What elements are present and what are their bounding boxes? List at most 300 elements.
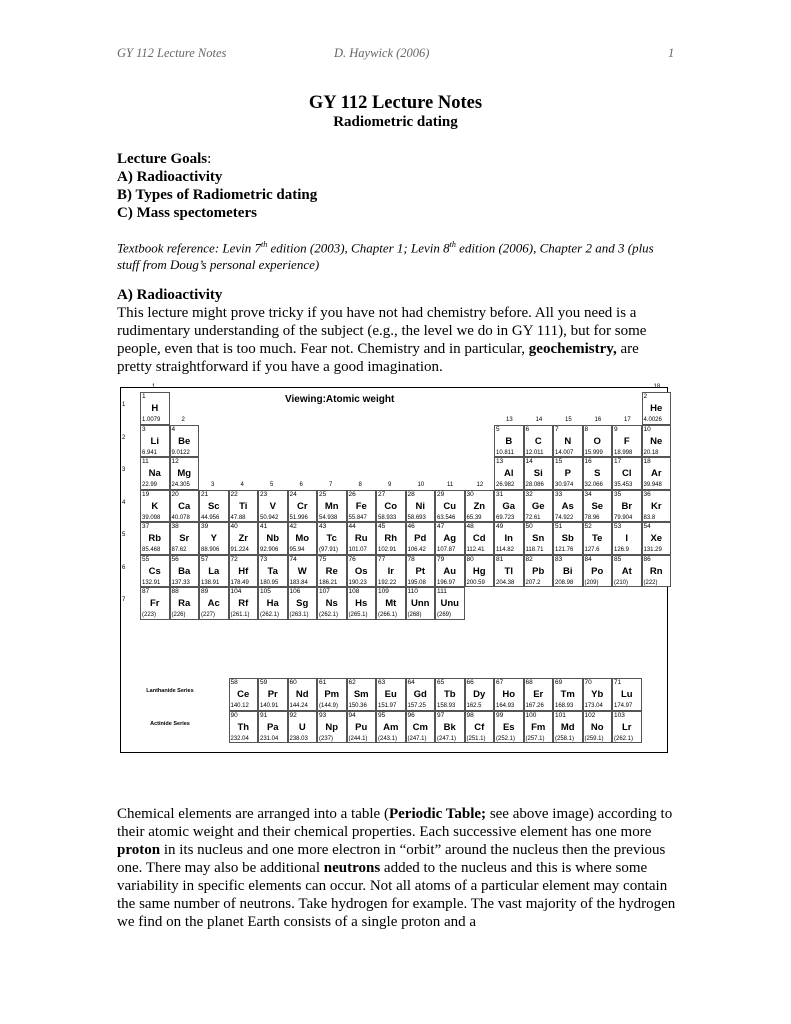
element-cell-p bbox=[553, 457, 583, 490]
atomic-weight: (209) bbox=[584, 579, 599, 586]
element-symbol: B bbox=[505, 435, 513, 447]
atomic-weight: 10.811 bbox=[496, 449, 514, 456]
group-label: 6 bbox=[299, 481, 303, 488]
page-subtitle: Radiometric dating bbox=[333, 114, 458, 130]
atomic-number: 67 bbox=[496, 679, 504, 686]
element-symbol: Es bbox=[502, 721, 515, 733]
atomic-weight: 204.38 bbox=[496, 579, 515, 586]
atomic-number: 92 bbox=[289, 711, 297, 719]
element-cell-ra bbox=[170, 587, 200, 620]
element-symbol: Ra bbox=[178, 598, 191, 609]
atomic-number: 98 bbox=[466, 711, 474, 719]
element-symbol: Kr bbox=[650, 500, 662, 512]
atomic-number: 3 bbox=[142, 425, 146, 433]
element-symbol: Sc bbox=[207, 500, 220, 512]
intro-paragraph: This lecture might prove tricky if you have not had chemistry before. All you need is a rudimentary understanding of the subject (e.g., the level we do in GY 111), but for some people, even that is too much. Fear not. Chemistry and in particular, geochemistry, are pretty straightforward if you have a good imagination. bbox=[117, 305, 647, 375]
periodic-table-figure bbox=[120, 380, 670, 755]
atomic-number: 100 bbox=[525, 711, 537, 719]
element-cell-te bbox=[583, 522, 613, 555]
atomic-number: 93 bbox=[319, 711, 327, 719]
atomic-number: 63 bbox=[378, 679, 386, 686]
lanthanide-series-label: Lanthanide Series bbox=[146, 688, 194, 694]
element-symbol: Rb bbox=[148, 533, 162, 544]
element-cell-au bbox=[435, 555, 465, 588]
atomic-number: 94 bbox=[348, 711, 356, 719]
period-label: 6 bbox=[122, 564, 126, 571]
period-label: 1 bbox=[122, 402, 126, 408]
element-cell-hs bbox=[347, 587, 377, 620]
atomic-number: 91 bbox=[260, 711, 268, 719]
element-cell-co bbox=[376, 490, 406, 523]
atomic-weight: 151.97 bbox=[378, 703, 397, 709]
atomic-number: 14 bbox=[525, 458, 533, 465]
atomic-weight: 118.71 bbox=[525, 547, 544, 553]
element-symbol: Be bbox=[178, 435, 191, 447]
group-label: 18 bbox=[653, 384, 661, 390]
group-label: 11 bbox=[447, 481, 454, 488]
element-cell-np bbox=[317, 711, 347, 744]
element-cell-ba bbox=[170, 555, 200, 588]
element-symbol: Am bbox=[383, 721, 399, 733]
atomic-number: 34 bbox=[584, 490, 592, 498]
element-cell-rb bbox=[140, 522, 170, 555]
atomic-number: 60 bbox=[289, 679, 297, 686]
atomic-weight: 26.982 bbox=[496, 482, 515, 488]
atomic-number: 19 bbox=[142, 490, 150, 498]
element-symbol: Pm bbox=[324, 689, 340, 700]
atomic-number: 107 bbox=[319, 588, 330, 595]
element-cell-zn bbox=[465, 490, 495, 523]
atomic-weight: 232.04 bbox=[230, 735, 249, 742]
atomic-weight: 140.12 bbox=[230, 703, 249, 709]
element-symbol: Mg bbox=[177, 468, 192, 479]
element-symbol: Ba bbox=[178, 565, 191, 577]
atomic-number: 1 bbox=[142, 393, 146, 400]
element-cell-re bbox=[317, 555, 347, 588]
goal-item: B) Types of Radiometric dating bbox=[117, 187, 318, 203]
element-cell-la bbox=[199, 555, 229, 588]
element-symbol: S bbox=[594, 468, 601, 479]
element-symbol: Y bbox=[210, 533, 217, 544]
atomic-weight: (247.1) bbox=[437, 735, 457, 742]
atomic-number: 59 bbox=[260, 679, 268, 686]
element-symbol: Xe bbox=[650, 533, 663, 544]
atomic-number: 31 bbox=[496, 490, 504, 498]
element-symbol: F bbox=[623, 435, 630, 447]
atomic-number: 13 bbox=[496, 458, 504, 465]
element-cell-ga bbox=[494, 490, 524, 523]
element-symbol: Cm bbox=[412, 721, 428, 733]
element-symbol: I bbox=[625, 533, 629, 544]
atomic-number: 66 bbox=[466, 679, 474, 686]
element-cell-k bbox=[140, 490, 170, 523]
atomic-weight: 207.2 bbox=[525, 579, 541, 586]
element-symbol: Si bbox=[533, 468, 543, 479]
element-cell-fe bbox=[347, 490, 377, 523]
element-cell-na bbox=[140, 457, 170, 490]
element-symbol: Cr bbox=[296, 500, 308, 512]
element-cell-tc bbox=[317, 522, 347, 555]
element-symbol: Zn bbox=[473, 500, 486, 512]
element-cell-ne bbox=[642, 425, 672, 458]
element-symbol: Mt bbox=[385, 598, 397, 609]
element-symbol: He bbox=[650, 403, 663, 414]
atomic-weight: 12.011 bbox=[525, 449, 544, 456]
element-symbol: Nb bbox=[266, 533, 280, 544]
atomic-number: 32 bbox=[525, 490, 533, 498]
element-cell-unu bbox=[435, 587, 465, 620]
element-cell-rf bbox=[229, 587, 259, 620]
element-symbol: Zr bbox=[238, 533, 248, 544]
element-symbol: Tl bbox=[504, 565, 513, 577]
goal-item: C) Mass spectometers bbox=[117, 205, 257, 221]
atomic-weight: 9.0122 bbox=[171, 449, 190, 456]
period-label: 3 bbox=[122, 467, 126, 473]
element-cell-tm bbox=[553, 678, 583, 711]
atomic-weight: 65.39 bbox=[466, 514, 482, 521]
atomic-number: 76 bbox=[348, 555, 356, 563]
element-cell-ti bbox=[229, 490, 259, 523]
element-cell-eu bbox=[376, 678, 406, 711]
group-label: 1 bbox=[152, 384, 156, 390]
atomic-number: 23 bbox=[260, 490, 268, 498]
element-cell-bk bbox=[435, 711, 465, 744]
atomic-number: 40 bbox=[230, 523, 238, 530]
atomic-weight: 162.5 bbox=[466, 703, 482, 709]
element-cell-ni bbox=[406, 490, 436, 523]
element-cell-tl bbox=[494, 555, 524, 588]
atomic-number: 69 bbox=[555, 679, 563, 686]
element-symbol: Se bbox=[591, 500, 604, 512]
atomic-number: 26 bbox=[348, 490, 356, 498]
element-symbol: Na bbox=[148, 468, 161, 479]
element-cell-unn bbox=[406, 587, 436, 620]
atomic-number: 80 bbox=[466, 555, 474, 563]
element-symbol: Mn bbox=[324, 500, 339, 512]
atomic-weight: 35.453 bbox=[614, 482, 633, 488]
element-symbol: Mo bbox=[295, 533, 310, 544]
period-label: 5 bbox=[122, 532, 126, 538]
element-cell-ge bbox=[524, 490, 554, 523]
atomic-number: 36 bbox=[643, 490, 651, 498]
atomic-number: 54 bbox=[643, 523, 651, 530]
atomic-weight: 39.948 bbox=[643, 482, 662, 488]
atomic-number: 77 bbox=[378, 555, 386, 563]
atomic-number: 4 bbox=[171, 425, 176, 433]
lecture-goals bbox=[117, 150, 317, 222]
atomic-weight: 78.96 bbox=[584, 514, 600, 521]
element-cell-fr bbox=[140, 587, 170, 620]
element-symbol: Ho bbox=[502, 689, 516, 700]
group-label: 2 bbox=[181, 416, 185, 423]
atomic-number: 82 bbox=[525, 555, 533, 563]
element-symbol: Sm bbox=[353, 689, 369, 700]
element-cell-sg bbox=[288, 587, 318, 620]
atomic-weight: 40.078 bbox=[171, 514, 190, 521]
atomic-number: 61 bbox=[319, 679, 327, 686]
element-symbol: As bbox=[561, 500, 574, 512]
element-cell-mn bbox=[317, 490, 347, 523]
atomic-number: 17 bbox=[614, 458, 622, 465]
element-symbol: Ar bbox=[650, 468, 662, 479]
element-symbol: Fe bbox=[355, 500, 367, 512]
atomic-number: 8 bbox=[584, 425, 589, 433]
element-symbol: Al bbox=[504, 468, 514, 479]
element-cell-os bbox=[347, 555, 377, 588]
element-cell-v bbox=[258, 490, 288, 523]
atomic-number: 22 bbox=[230, 490, 238, 498]
element-cell-sn bbox=[524, 522, 554, 555]
element-symbol: Tb bbox=[443, 689, 456, 700]
atomic-weight: 47.88 bbox=[230, 514, 246, 521]
element-symbol: Hg bbox=[472, 565, 486, 577]
element-cell-ha bbox=[258, 587, 288, 620]
element-cell-lu bbox=[612, 678, 642, 711]
element-symbol: Hf bbox=[238, 565, 249, 577]
atomic-number: 42 bbox=[289, 523, 297, 530]
atomic-weight: 126.9 bbox=[614, 547, 630, 553]
atomic-number: 37 bbox=[142, 523, 150, 530]
element-symbol: At bbox=[621, 565, 632, 577]
element-symbol: Ca bbox=[178, 500, 191, 512]
atomic-weight: 22.99 bbox=[142, 482, 158, 488]
element-symbol: K bbox=[151, 500, 159, 512]
atomic-number: 2 bbox=[643, 393, 648, 400]
atomic-weight: 180.95 bbox=[260, 579, 279, 586]
element-cell-o bbox=[583, 425, 613, 458]
atomic-number: 101 bbox=[555, 711, 566, 719]
atomic-number: 103 bbox=[614, 711, 625, 719]
atomic-number: 111 bbox=[437, 588, 447, 595]
atomic-weight: 173.04 bbox=[584, 703, 603, 709]
atomic-number: 68 bbox=[525, 679, 533, 686]
atomic-weight: 24.305 bbox=[171, 482, 190, 488]
period-label: 7 bbox=[122, 597, 126, 603]
atomic-weight: 144.24 bbox=[289, 703, 308, 709]
atomic-weight: 15.999 bbox=[584, 449, 603, 456]
atomic-number: 39 bbox=[201, 523, 209, 530]
atomic-number: 70 bbox=[584, 679, 592, 686]
element-symbol: Md bbox=[560, 721, 575, 733]
atomic-weight: 4.0026 bbox=[643, 417, 662, 423]
atomic-number: 83 bbox=[555, 555, 563, 563]
element-symbol: Dy bbox=[473, 689, 486, 700]
element-cell-ac bbox=[199, 587, 229, 620]
atomic-number: 72 bbox=[230, 555, 238, 563]
element-cell-y bbox=[199, 522, 229, 555]
atomic-number: 25 bbox=[319, 490, 327, 498]
element-cell-h bbox=[140, 392, 170, 425]
element-symbol: Pt bbox=[415, 565, 425, 577]
element-cell-hg bbox=[465, 555, 495, 588]
atomic-weight: 238.03 bbox=[289, 735, 308, 742]
element-symbol: Rh bbox=[384, 533, 398, 544]
element-cell-cm bbox=[406, 711, 436, 744]
atomic-weight: 174.97 bbox=[614, 703, 633, 709]
element-cell-pb bbox=[524, 555, 554, 588]
atomic-weight: 72.61 bbox=[525, 514, 541, 521]
element-cell-er bbox=[524, 678, 554, 711]
goals-heading: Lecture Goals: bbox=[117, 151, 212, 167]
element-cell-in bbox=[494, 522, 524, 555]
element-cell-s bbox=[583, 457, 613, 490]
element-symbol: Bk bbox=[443, 721, 456, 733]
atomic-weight: 178.49 bbox=[230, 579, 249, 586]
atomic-weight: (243.1) bbox=[378, 735, 398, 742]
element-cell-be bbox=[170, 425, 200, 458]
element-symbol: Ru bbox=[354, 533, 368, 544]
element-cell-li bbox=[140, 425, 170, 458]
atomic-weight: 186.21 bbox=[319, 579, 338, 586]
atomic-number: 12 bbox=[171, 458, 179, 465]
atomic-weight: (261.1) bbox=[230, 612, 250, 618]
atomic-weight: 137.33 bbox=[171, 579, 190, 586]
atomic-number: 87 bbox=[142, 588, 150, 595]
element-cell-ns bbox=[317, 587, 347, 620]
atomic-number: 44 bbox=[348, 523, 356, 530]
atomic-number: 41 bbox=[260, 523, 268, 530]
element-cell-br bbox=[612, 490, 642, 523]
atomic-number: 33 bbox=[555, 490, 563, 498]
atomic-weight: (263.1) bbox=[289, 612, 309, 618]
element-symbol: Ac bbox=[207, 598, 220, 609]
element-cell-pu bbox=[347, 711, 377, 744]
atomic-weight: (210) bbox=[614, 579, 629, 586]
element-cell-ca bbox=[170, 490, 200, 523]
group-label: 10 bbox=[417, 481, 425, 488]
element-cell-pd bbox=[406, 522, 436, 555]
atomic-number: 21 bbox=[201, 490, 209, 498]
element-symbol: Cd bbox=[472, 533, 486, 544]
atomic-weight: (262.1) bbox=[319, 612, 339, 618]
element-cell-sc bbox=[199, 490, 229, 523]
atomic-number: 24 bbox=[289, 490, 297, 498]
element-symbol: Ti bbox=[239, 500, 248, 512]
atomic-weight: 18.998 bbox=[614, 449, 633, 456]
atomic-number: 38 bbox=[171, 523, 179, 530]
header-course: GY 112 Lecture Notes bbox=[117, 46, 227, 60]
atomic-number: 50 bbox=[525, 523, 533, 530]
element-symbol: No bbox=[590, 721, 604, 733]
element-cell-nd bbox=[288, 678, 318, 711]
element-cell-th bbox=[229, 711, 259, 744]
element-cell-rn bbox=[642, 555, 672, 588]
element-symbol: Re bbox=[325, 565, 338, 577]
atomic-number: 102 bbox=[584, 711, 596, 719]
atomic-number: 89 bbox=[201, 588, 209, 595]
element-symbol: Pa bbox=[266, 721, 279, 733]
atomic-number: 105 bbox=[260, 588, 271, 595]
group-label: 12 bbox=[476, 481, 484, 488]
atomic-weight: (258.1) bbox=[555, 735, 575, 742]
element-symbol: Ha bbox=[266, 598, 279, 609]
atomic-number: 9 bbox=[614, 425, 618, 433]
element-symbol: Cl bbox=[622, 468, 632, 479]
atomic-weight: 195.08 bbox=[407, 579, 426, 586]
atomic-weight: 132.91 bbox=[142, 579, 161, 586]
element-cell-gd bbox=[406, 678, 436, 711]
atomic-weight: (259.1) bbox=[584, 735, 604, 742]
atomic-weight: (257.1) bbox=[525, 735, 545, 742]
element-symbol: In bbox=[504, 533, 513, 544]
atomic-number: 15 bbox=[555, 458, 563, 465]
atomic-weight: (265.1) bbox=[348, 612, 368, 618]
element-symbol: Hs bbox=[355, 598, 368, 609]
atomic-weight: 95.94 bbox=[289, 547, 305, 553]
atomic-weight: 140.91 bbox=[260, 703, 279, 709]
atomic-weight: 107.87 bbox=[437, 547, 456, 553]
atomic-number: 88 bbox=[171, 588, 179, 595]
element-symbol: Ce bbox=[237, 689, 250, 700]
atomic-weight: 101.07 bbox=[348, 547, 367, 553]
element-symbol: Ag bbox=[443, 533, 457, 544]
element-cell-sb bbox=[553, 522, 583, 555]
atomic-weight: 192.22 bbox=[378, 579, 397, 586]
element-symbol: Sr bbox=[179, 533, 190, 544]
element-symbol: Ge bbox=[531, 500, 545, 512]
atomic-number: 99 bbox=[496, 711, 504, 719]
element-symbol: Yb bbox=[591, 689, 604, 700]
atomic-weight: 51.996 bbox=[289, 514, 308, 521]
element-cell-bi bbox=[553, 555, 583, 588]
atomic-number: 108 bbox=[348, 588, 360, 595]
atomic-weight: 190.23 bbox=[348, 579, 367, 586]
element-cell-si bbox=[524, 457, 554, 490]
element-symbol: Tc bbox=[326, 533, 337, 544]
atomic-weight: 168.93 bbox=[555, 703, 574, 709]
element-symbol: Unu bbox=[440, 598, 459, 609]
atomic-number: 10 bbox=[643, 425, 651, 433]
element-symbol: Fm bbox=[531, 721, 546, 733]
textbook-reference: Textbook reference: Levin 7th edition (2003), Chapter 1; Levin 8th edition (2006), Chapter 2 and 3 (plus stuff from Doug’s personal experience) bbox=[117, 240, 654, 273]
atomic-weight: 85.468 bbox=[142, 547, 161, 553]
atomic-number: 95 bbox=[378, 711, 386, 719]
element-symbol: N bbox=[564, 435, 572, 447]
atomic-weight: 30.974 bbox=[555, 482, 574, 488]
element-symbol: Sb bbox=[561, 533, 574, 544]
atomic-weight: (144.9) bbox=[319, 703, 339, 709]
element-cell-fm bbox=[524, 711, 554, 744]
element-symbol: Nd bbox=[295, 689, 309, 700]
element-cell-pa bbox=[258, 711, 288, 744]
element-cell-i bbox=[612, 522, 642, 555]
atomic-number: 86 bbox=[643, 555, 651, 563]
element-symbol: O bbox=[593, 435, 601, 447]
atomic-weight: (227) bbox=[201, 612, 216, 618]
atomic-weight: (226) bbox=[171, 612, 186, 618]
atomic-number: 110 bbox=[407, 588, 418, 595]
atomic-number: 97 bbox=[437, 711, 445, 719]
atomic-weight: 196.97 bbox=[437, 579, 456, 586]
element-symbol: Cs bbox=[148, 565, 161, 577]
page-title: GY 112 Lecture Notes bbox=[308, 93, 483, 113]
element-symbol: Cf bbox=[474, 721, 485, 733]
group-label: 16 bbox=[594, 416, 602, 423]
group-label: 4 bbox=[240, 481, 244, 488]
element-symbol: Ni bbox=[415, 500, 425, 512]
atomic-number: 65 bbox=[437, 679, 445, 686]
page-number: 1 bbox=[668, 46, 675, 60]
element-cell-mo bbox=[288, 522, 318, 555]
element-cell-kr bbox=[642, 490, 672, 523]
atomic-number: 79 bbox=[437, 555, 445, 563]
atomic-number: 84 bbox=[584, 555, 592, 563]
element-cell-b bbox=[494, 425, 524, 458]
element-symbol: P bbox=[564, 468, 571, 479]
element-symbol: Sn bbox=[532, 533, 545, 544]
element-symbol: Th bbox=[237, 721, 250, 733]
element-symbol: Np bbox=[325, 721, 339, 733]
